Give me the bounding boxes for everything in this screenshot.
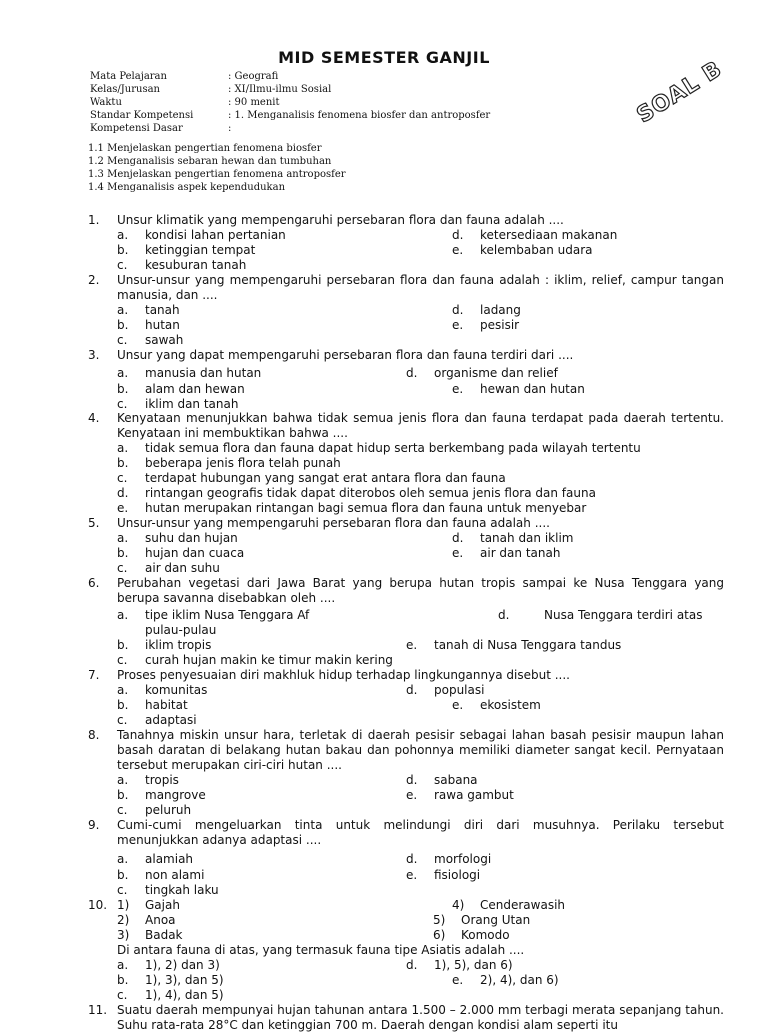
option-text: organisme dan relief	[434, 366, 558, 380]
kompetensi-item: 1.1 Menjelaskan pengertian fenomena biosfer	[88, 143, 322, 154]
fauna-item: 4) Cenderawasih	[452, 898, 566, 912]
options	[88, 848, 724, 898]
question-number: 9.	[88, 818, 100, 832]
question-1	[88, 213, 724, 273]
options	[88, 606, 724, 668]
fauna-item: 3) Badak	[117, 928, 183, 942]
question-text	[88, 943, 724, 958]
info-label: Kelas/Jurusan	[90, 84, 160, 95]
info-value: : 90 menit	[228, 97, 280, 108]
option-c[interactable]: c. sawah	[117, 333, 184, 347]
soal-stamp: SOAL B	[632, 56, 727, 129]
question-stem: Cumi-cumi mengeluarkan tinta untuk melindungi diri dari musuhnya. Perilaku tersebut menunjukkan adanya adaptasi ....	[117, 818, 724, 847]
info-value: :	[228, 123, 232, 134]
option-e[interactable]: e. hewan dan hutan	[452, 382, 585, 396]
page-title: MID SEMESTER GANJIL	[278, 48, 490, 67]
question-stem: Unsur-unsur yang mempengaruhi persebaran flora dan fauna adalah ....	[117, 516, 550, 530]
option-b[interactable]: b. alam dan hewan	[117, 382, 245, 396]
question-text	[88, 516, 724, 531]
fauna-item: 2) Anoa	[117, 913, 176, 927]
question-7	[88, 668, 724, 728]
question-text	[88, 1003, 724, 1033]
option-b[interactable]: b. iklim tropis	[117, 638, 212, 652]
option-text: beberapa jenis flora telah punah	[145, 456, 341, 470]
option-a[interactable]: a. kondisi lahan pertanian	[117, 228, 286, 242]
question-stem: Di antara fauna di atas, yang termasuk fauna tipe Asiatis adalah ....	[117, 943, 525, 957]
option-d[interactable]: d. rintangan geografis tidak dapat diterobos oleh semua jenis flora dan fauna	[117, 486, 596, 500]
info-row	[90, 109, 650, 122]
option-c[interactable]: c. kesuburan tanah	[117, 258, 247, 272]
option-text: hutan	[145, 318, 180, 332]
option-text: iklim dan tanah	[145, 397, 239, 411]
options	[88, 363, 724, 411]
option-text: populasi	[434, 683, 485, 697]
option-d[interactable]: d. ladang	[452, 303, 521, 317]
kompetensi-item: 1.4 Menganalisis aspek kependudukan	[88, 182, 286, 193]
option-b[interactable]: b. non alami	[117, 868, 205, 882]
option-b[interactable]: b. beberapa jenis flora telah punah	[117, 456, 341, 470]
question-10	[88, 898, 724, 1003]
info-row	[90, 83, 650, 96]
info-row	[90, 122, 650, 135]
option-text: ketinggian tempat	[145, 243, 256, 257]
option-d[interactable]: d. tanah dan iklim	[452, 531, 574, 545]
option-a-continuation	[145, 623, 216, 638]
info-value: : 1. Menganalisis fenomena biosfer dan antroposfer	[228, 110, 491, 121]
question-stem: Tanahnya miskin unsur hara, terletak di daerah pesisir sebagai lahan basah pesisir maupun lahan basah daratan di belakang hutan bakau dan pohonnya memiliki diameter sangat kecil. Pernyataan tersebut merupakan ciri-ciri hutan ....	[117, 728, 724, 772]
option-b[interactable]: b. 1), 3), dan 5)	[117, 973, 224, 987]
option-d[interactable]: d. populasi	[406, 683, 485, 697]
option-text: iklim tropis	[145, 638, 212, 652]
option-text: tropis	[145, 773, 179, 787]
info-row	[90, 96, 650, 109]
question-9	[88, 818, 724, 898]
question-text	[88, 728, 724, 773]
option-text: alamiah	[145, 852, 194, 866]
option-d[interactable]: d. ketersediaan makanan	[452, 228, 618, 242]
option-e[interactable]: e. tanah di Nusa Tenggara tandus	[406, 638, 622, 652]
option-text: ketersediaan makanan	[480, 228, 618, 242]
option-c[interactable]: c. iklim dan tanah	[117, 397, 239, 411]
question-text	[88, 411, 724, 441]
option-text: rintangan geografis tidak dapat diterobos oleh semua jenis flora dan fauna	[145, 486, 596, 500]
option-d[interactable]: d. morfologi	[406, 852, 492, 866]
option-e[interactable]: e. fisiologi	[406, 868, 481, 882]
question-number: 4.	[88, 411, 100, 425]
question-number: 11.	[88, 1003, 108, 1017]
option-a[interactable]: a. manusia dan hutan	[117, 366, 262, 380]
option-text: 1), 3), dan 5)	[145, 973, 224, 987]
option-text: adaptasi	[145, 713, 197, 727]
option-c[interactable]: c. tingkah laku	[117, 883, 219, 897]
option-c[interactable]: c. peluruh	[117, 803, 192, 817]
question-list	[88, 213, 724, 1033]
option-d[interactable]: d. Nusa Tenggara terdiri atas	[498, 608, 703, 622]
fauna-item: 5) Orang Utan	[433, 913, 531, 927]
option-a[interactable]: a. tropis	[117, 773, 179, 787]
question-6	[88, 576, 724, 668]
question-stem: Kenyataan menunjukkan bahwa tidak semua jenis flora dan fauna terdapat pada daerah tertentu. Kenyataan ini membuktikan bahwa ....	[117, 411, 724, 440]
info-label: Kompetensi Dasar	[90, 123, 183, 134]
option-text: mangrove	[145, 788, 206, 802]
fauna-item: 6) Komodo	[433, 928, 510, 942]
options	[88, 303, 724, 348]
option-e[interactable]: e. ekosistem	[452, 698, 541, 712]
question-stem: Proses penyesuaian diri makhluk hidup terhadap lingkungannya disebut ....	[117, 668, 570, 682]
option-a[interactable]: a. 1), 2) dan 3)	[117, 958, 220, 972]
options	[88, 228, 724, 273]
option-c[interactable]: c. air dan suhu	[117, 561, 220, 575]
option-text: peluruh	[145, 803, 192, 817]
option-text: alam dan hewan	[145, 382, 245, 396]
option-text: tingkah laku	[145, 883, 219, 897]
option-d[interactable]: d. sabana	[406, 773, 478, 787]
question-3	[88, 348, 724, 411]
option-text: kondisi lahan pertanian	[145, 228, 286, 242]
question-text	[88, 213, 724, 228]
option-text: hewan dan hutan	[480, 382, 585, 396]
fauna-item: 1) Gajah	[117, 898, 180, 912]
question-number: 2.	[88, 273, 100, 287]
question-stem: Suatu daerah mempunyai hujan tahunan antara 1.500 – 2.000 mm terbagi merata sepanjang tahun. Suhu rata-rata 28°C dan ketinggian 700 m. Daerah dengan kondisi alam seperti itu	[117, 1003, 724, 1032]
option-b[interactable]: b. habitat	[117, 698, 188, 712]
kompetensi-list	[88, 142, 346, 194]
question-text	[88, 668, 724, 683]
question-number: 5.	[88, 516, 100, 530]
option-a[interactable]: a. suhu dan hujan	[117, 531, 238, 545]
option-b[interactable]: b. hutan	[117, 318, 180, 332]
kompetensi-item: 1.2 Menganalisis sebaran hewan dan tumbuhan	[88, 156, 332, 167]
option-text: tipe iklim Nusa Tenggara Af	[145, 608, 310, 622]
fauna-list	[88, 898, 724, 943]
option-a[interactable]: a. alamiah	[117, 852, 194, 866]
question-2	[88, 273, 724, 348]
option-text: morfologi	[434, 852, 492, 866]
info-label: Waktu	[90, 97, 122, 108]
options	[88, 683, 724, 728]
question-number: 3.	[88, 348, 100, 362]
option-text: tidak semua flora dan fauna dapat hidup serta berkembang pada wilayah tertentu	[145, 441, 641, 455]
option-text: manusia dan hutan	[145, 366, 262, 380]
question-5	[88, 516, 724, 576]
question-text	[88, 818, 724, 848]
question-number: 6.	[88, 576, 100, 590]
question-stem: Unsur klimatik yang mempengaruhi persebaran flora dan fauna adalah ....	[117, 213, 564, 227]
option-b[interactable]: b. hujan dan cuaca	[117, 546, 245, 560]
info-value: : XI/Ilmu-ilmu Sosial	[228, 84, 332, 95]
question-4	[88, 411, 724, 516]
question-number: 7.	[88, 668, 100, 682]
option-a[interactable]: a. tidak semua flora dan fauna dapat hidup serta berkembang pada wilayah tertentu	[117, 441, 641, 455]
option-text: habitat	[145, 698, 188, 712]
option-text: 1), 5), dan 6)	[434, 958, 513, 972]
question-number: 1.	[88, 213, 100, 227]
option-a[interactable]: a. komunitas	[117, 683, 208, 697]
option-text: tanah dan iklim	[480, 531, 574, 545]
option-text: fisiologi	[434, 868, 481, 882]
option-text: hutan merupakan rintangan bagi semua flora dan fauna untuk menyebar	[145, 501, 587, 515]
option-text: kelembaban udara	[480, 243, 593, 257]
question-number: 10.	[88, 898, 108, 912]
option-c[interactable]: c. terdapat hubungan yang sangat erat antara flora dan fauna	[117, 471, 506, 485]
option-text: air dan suhu	[145, 561, 220, 575]
option-text: curah hujan makin ke timur makin kering	[145, 653, 393, 667]
question-stem: Unsur yang dapat mempengaruhi persebaran flora dan fauna terdiri dari ....	[117, 348, 574, 362]
exam-info	[90, 70, 650, 135]
option-text: pesisir	[480, 318, 520, 332]
option-b[interactable]: b. ketinggian tempat	[117, 243, 256, 257]
option-text: ekosistem	[480, 698, 541, 712]
question-text	[88, 576, 724, 606]
option-c[interactable]: c. adaptasi	[117, 713, 197, 727]
option-text: non alami	[145, 868, 205, 882]
option-text: suhu dan hujan	[145, 531, 238, 545]
option-text: 1), 4), dan 5)	[145, 988, 224, 1002]
options	[88, 531, 724, 576]
info-label: Standar Kompetensi	[90, 110, 194, 121]
info-row	[90, 70, 650, 83]
option-text: sabana	[434, 773, 478, 787]
question-11	[88, 1003, 724, 1033]
question-stem: Perubahan vegetasi dari Jawa Barat yang berupa hutan tropis sampai ke Nusa Tenggara yang berupa savanna disebabkan oleh ....	[117, 576, 724, 605]
option-d[interactable]: d. 1), 5), dan 6)	[406, 958, 513, 972]
option-text: 1), 2) dan 3)	[145, 958, 220, 972]
option-a[interactable]: a. tipe iklim Nusa Tenggara Af	[117, 608, 310, 622]
option-text: komunitas	[145, 683, 208, 697]
option-text: Nusa Tenggara terdiri atas	[544, 608, 703, 622]
option-e[interactable]: e. pesisir	[452, 318, 520, 332]
options	[88, 958, 724, 1003]
option-b[interactable]: b. mangrove	[117, 788, 206, 802]
question-text	[88, 348, 724, 363]
option-text: ladang	[480, 303, 521, 317]
option-text: tanah	[145, 303, 180, 317]
option-text: terdapat hubungan yang sangat erat antara flora dan fauna	[145, 471, 506, 485]
question-stem: Unsur-unsur yang mempengaruhi persebaran flora dan fauna adalah : iklim, relief, campur tangan manusia, dan ....	[117, 273, 724, 302]
option-text: pulau-pulau	[145, 623, 217, 637]
options	[88, 441, 724, 516]
kompetensi-item: 1.3 Menjelaskan pengertian fenomena antroposfer	[88, 169, 346, 180]
option-c[interactable]: c. 1), 4), dan 5)	[117, 988, 224, 1002]
option-a[interactable]: a. tanah	[117, 303, 180, 317]
option-c[interactable]: c. curah hujan makin ke timur makin kering	[117, 653, 393, 667]
option-text: air dan tanah	[480, 546, 561, 560]
option-text: 2), 4), dan 6)	[480, 973, 559, 987]
question-text	[88, 273, 724, 303]
option-text: kesuburan tanah	[145, 258, 247, 272]
option-text: rawa gambut	[434, 788, 514, 802]
info-label: Mata Pelajaran	[90, 71, 167, 82]
option-e[interactable]: e. hutan merupakan rintangan bagi semua flora dan fauna untuk menyebar	[117, 501, 587, 515]
option-e[interactable]: e. 2), 4), dan 6)	[452, 973, 559, 987]
option-text: tanah di Nusa Tenggara tandus	[434, 638, 622, 652]
option-text: hujan dan cuaca	[145, 546, 245, 560]
option-text: sawah	[145, 333, 184, 347]
info-value: : Geografi	[228, 71, 279, 82]
question-number: 8.	[88, 728, 100, 742]
options	[88, 773, 724, 818]
option-e[interactable]: e. rawa gambut	[406, 788, 514, 802]
question-8	[88, 728, 724, 818]
option-e[interactable]: e. kelembaban udara	[452, 243, 593, 257]
option-d[interactable]: d. organisme dan relief	[406, 366, 558, 380]
option-e[interactable]: e. air dan tanah	[452, 546, 561, 560]
